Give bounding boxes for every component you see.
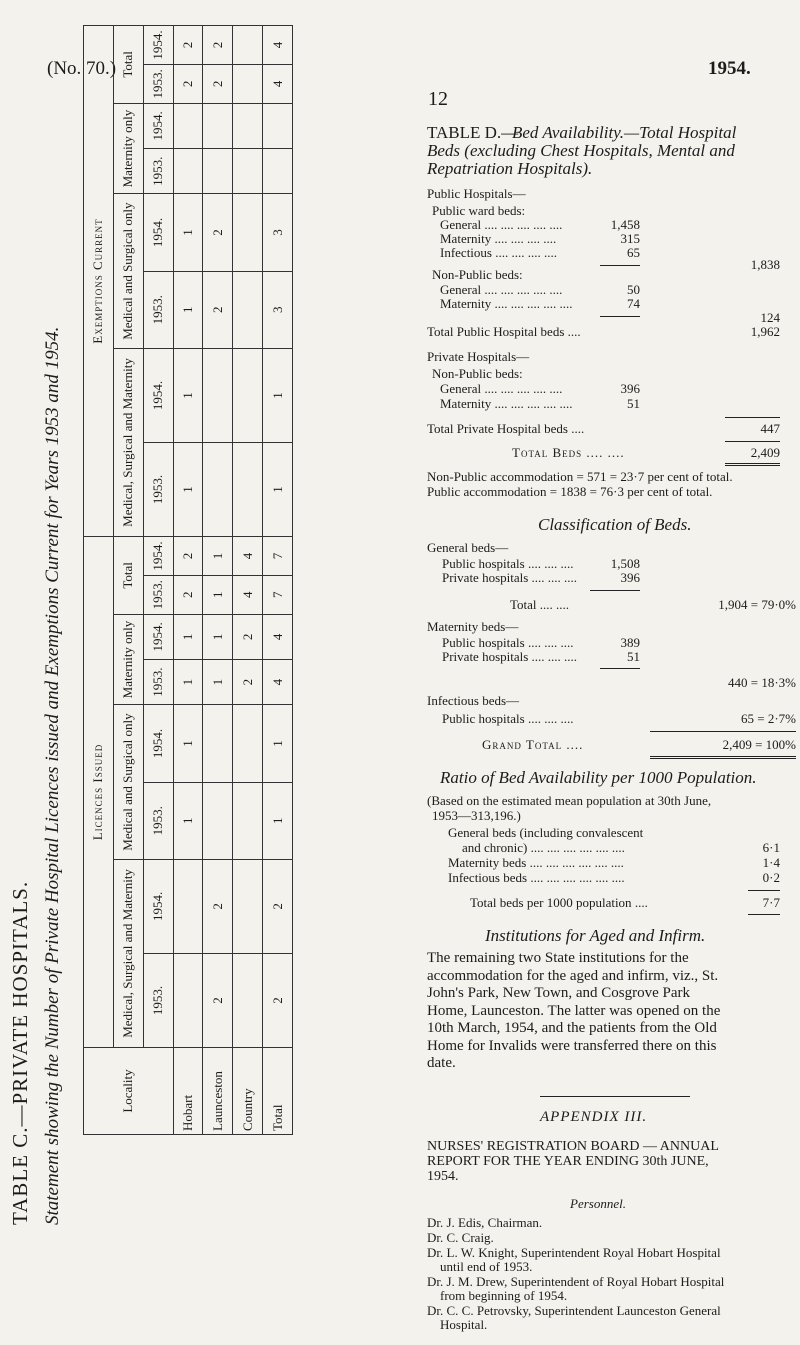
- appendix-title-1: NURSES' REGISTRATION BOARD — ANNUAL: [427, 1139, 719, 1154]
- page-number: 12: [428, 88, 448, 110]
- value-cell: [233, 149, 263, 194]
- value-cell: 1: [173, 614, 203, 659]
- year-1954: 1954.: [143, 614, 173, 659]
- table-row: [173, 26, 203, 1135]
- locality-cell: Country: [233, 1048, 263, 1135]
- ratio-heading: Ratio of Bed Availability per 1000 Population.: [440, 768, 757, 787]
- value-cell: [233, 64, 263, 103]
- value-cell: [203, 348, 233, 442]
- general-label: General .... .... .... .... ....: [440, 217, 563, 232]
- infectious-value: 65: [627, 245, 640, 260]
- personnel-1: Dr. J. Edis, Chairman.: [427, 1215, 543, 1230]
- value-cell: 1: [203, 575, 233, 614]
- personnel-3b: until end of 1953.: [440, 1259, 533, 1274]
- value-cell: 4: [233, 537, 263, 576]
- private-hospitals-label: Private Hospitals—: [427, 349, 530, 364]
- value-cell: 7: [263, 537, 293, 576]
- table-d-title-b: Bed Availability.—Total Hospital: [512, 123, 737, 142]
- ratio-infectious-value: 0·2: [762, 870, 780, 885]
- gen-private-label: Private hospitals .... .... ....: [442, 570, 578, 585]
- ratio-maternity-value: 1·4: [762, 855, 780, 870]
- mat-private-label: Private hospitals .... .... ....: [442, 649, 578, 664]
- year-1954: 1954.: [143, 705, 173, 782]
- total-beds-label: Total Beds .... ....: [512, 445, 625, 460]
- value-cell: 4: [263, 614, 293, 659]
- personnel-heading: Personnel.: [570, 1196, 626, 1211]
- table-c: [83, 25, 293, 1135]
- value-cell: 4: [233, 575, 263, 614]
- value-cell: [203, 705, 233, 782]
- year-1953: 1953.: [143, 149, 173, 194]
- value-cell: 1: [173, 660, 203, 705]
- public-hospitals-label: Public Hospitals—: [427, 186, 526, 201]
- year-1953: 1953.: [143, 575, 173, 614]
- non-public-beds-label: Non-Public beds:: [432, 267, 523, 282]
- li-total-header: Total: [113, 537, 143, 615]
- value-cell: 1: [263, 348, 293, 442]
- year-1953: 1953.: [143, 271, 173, 348]
- value-cell: [173, 953, 203, 1047]
- ec-total-header: Total: [113, 26, 143, 104]
- year-1954: 1954.: [143, 194, 173, 271]
- year-1954: 1954.: [143, 859, 173, 953]
- value-cell: [173, 859, 203, 953]
- non-public-note: Non-Public accommodation = 571 = 23·7 per cent of total.: [427, 469, 733, 484]
- li-m-header: Maternity only: [113, 614, 143, 705]
- institutions-body: The remaining two State institutions for the accommodation for the aged and infirm, viz., St. John's Park, New Town, and Cosgrove Park Home, Launceston. The latter was opened on the 10th March, 1954, and the patients from the Old Home for Invalids were transferred there on this date.: [427, 950, 721, 1071]
- total-private-value: 447: [760, 421, 780, 436]
- li-ms-header: Medical and Surgical only: [113, 705, 143, 860]
- ratio-general-value: 6·1: [762, 840, 780, 855]
- mat-total-value: 440 = 18·3%: [728, 675, 796, 690]
- infectious-label: Infectious .... .... .... ....: [440, 245, 557, 260]
- value-cell: [233, 103, 263, 148]
- value-cell: 2: [203, 64, 233, 103]
- np-maternity-value: 74: [627, 296, 640, 311]
- value-cell: 3: [263, 271, 293, 348]
- value-cell: 1: [263, 705, 293, 782]
- ratio-total-value: 7·7: [762, 895, 780, 910]
- year-1953: 1953.: [143, 64, 173, 103]
- value-cell: 1: [173, 271, 203, 348]
- value-cell: 4: [263, 64, 293, 103]
- inf-value: 65 = 2·7%: [741, 711, 796, 726]
- total-public-label: Total Public Hospital beds ....: [427, 324, 581, 339]
- year-1953: 1953.: [143, 953, 173, 1047]
- value-cell: 2: [203, 194, 233, 271]
- year-1953: 1953.: [143, 782, 173, 859]
- value-cell: [173, 103, 203, 148]
- value-cell: [233, 26, 263, 65]
- value-cell: 2: [203, 953, 233, 1047]
- value-cell: [233, 194, 263, 271]
- grand-total-value: 2,409 = 100%: [722, 737, 796, 752]
- exemptions-current-header: Exemptions Current: [84, 26, 114, 537]
- table-c-rotated: [8, 0, 338, 1245]
- value-cell: 2: [173, 575, 203, 614]
- ratio-total-label: Total beds per 1000 population ....: [470, 895, 648, 910]
- locality-cell: Total: [263, 1048, 293, 1135]
- table-d-title-a: TABLE D.—: [427, 123, 519, 142]
- year-1953: 1953.: [143, 660, 173, 705]
- table-c-subtitle: Statement showing the Number of Private Hospital Licences issued and Exemptions Current for Years 1953 and 1954.: [42, 326, 63, 1225]
- appendix-title-2: REPORT FOR THE YEAR ENDING 30th JUNE,: [427, 1154, 709, 1169]
- value-cell: 1: [203, 537, 233, 576]
- table-c-title: TABLE C.—PRIVATE HOSPITALS.: [8, 880, 32, 1225]
- mat-private-value: 51: [627, 649, 640, 664]
- value-cell: 1: [173, 348, 203, 442]
- value-cell: [263, 103, 293, 148]
- gen-total-label: Total .... ....: [510, 597, 570, 612]
- value-cell: 2: [263, 859, 293, 953]
- value-cell: [263, 149, 293, 194]
- ec-m-header: Maternity only: [113, 103, 143, 194]
- ratio-general-1: General beds (including convalescent: [448, 825, 644, 840]
- value-cell: 1: [173, 194, 203, 271]
- locality-cell: Hobart: [173, 1048, 203, 1135]
- personnel-3: Dr. L. W. Knight, Superintendent Royal Hobart Hospital: [427, 1245, 721, 1260]
- general-beds-label: General beds—: [427, 540, 509, 555]
- np-general-label: General .... .... .... .... ....: [440, 282, 563, 297]
- pr-maternity-label: Maternity .... .... .... .... ....: [440, 396, 573, 411]
- value-cell: 1: [203, 660, 233, 705]
- value-cell: [233, 705, 263, 782]
- year-1954: 1954.: [143, 348, 173, 442]
- value-cell: 2: [203, 859, 233, 953]
- ec-ms-header: Medical and Surgical only: [113, 194, 143, 349]
- value-cell: 3: [263, 194, 293, 271]
- value-cell: [203, 782, 233, 859]
- document-number: (No. 70.): [47, 58, 117, 79]
- table-row: [263, 26, 293, 1135]
- personnel-4b: from beginning of 1954.: [440, 1288, 568, 1303]
- appendix-title-3: 1954.: [427, 1169, 459, 1184]
- year-1954: 1954.: [143, 537, 173, 576]
- ratio-maternity-label: Maternity beds .... .... .... .... .... ....: [448, 855, 624, 870]
- value-cell: 1: [263, 442, 293, 536]
- year-1954: 1954.: [143, 26, 173, 65]
- subtotal-non-public: 124: [760, 310, 780, 325]
- locality-cell: Launceston: [203, 1048, 233, 1135]
- value-cell: [233, 442, 263, 536]
- value-cell: 1: [263, 782, 293, 859]
- li-msm-header: Medical, Surgical and Maternity: [113, 859, 143, 1047]
- total-private-label: Total Private Hospital beds ....: [427, 421, 585, 436]
- value-cell: 2: [173, 537, 203, 576]
- pr-maternity-value: 51: [627, 396, 640, 411]
- value-cell: 4: [263, 26, 293, 65]
- licences-issued-header: Licences Issued: [84, 537, 114, 1048]
- maternity-value: 315: [620, 231, 640, 246]
- year-1953: 1953.: [143, 442, 173, 536]
- value-cell: 2: [203, 271, 233, 348]
- year-header: 1954.: [708, 58, 751, 79]
- table-d-title-d: Repatriation Hospitals).: [427, 159, 593, 178]
- private-non-public-label: Non-Public beds:: [432, 366, 523, 381]
- general-value: 1,458: [610, 217, 640, 232]
- np-maternity-label: Maternity .... .... .... .... ....: [440, 296, 573, 311]
- value-cell: [233, 953, 263, 1047]
- pr-general-value: 396: [620, 381, 640, 396]
- table-d-title-c: Beds (excluding Chest Hospitals, Mental and: [427, 141, 735, 160]
- locality-header: Locality: [84, 1048, 174, 1135]
- ratio-infectious-label: Infectious beds .... .... .... .... .... ....: [448, 870, 625, 885]
- value-cell: 2: [173, 26, 203, 65]
- value-cell: 1: [173, 442, 203, 536]
- value-cell: 1: [173, 705, 203, 782]
- maternity-beds-label: Maternity beds—: [427, 619, 519, 634]
- grand-total-label: Grand Total ....: [482, 737, 584, 752]
- value-cell: [203, 149, 233, 194]
- value-cell: [203, 442, 233, 536]
- value-cell: 2: [233, 614, 263, 659]
- mat-public-value: 389: [620, 635, 640, 650]
- value-cell: 1: [173, 782, 203, 859]
- table-row: [203, 26, 233, 1135]
- mat-public-label: Public hospitals .... .... ....: [442, 635, 574, 650]
- value-cell: [233, 859, 263, 953]
- personnel-2: Dr. C. Craig.: [427, 1230, 494, 1245]
- value-cell: [233, 271, 263, 348]
- ratio-general-2: and chronic) .... .... .... .... .... ....: [462, 840, 625, 855]
- np-general-value: 50: [627, 282, 640, 297]
- table-row: [233, 26, 263, 1135]
- total-public-value: 1,962: [750, 324, 780, 339]
- ec-msm-header: Medical, Surgical and Maternity: [113, 348, 143, 536]
- year-1954: 1954.: [143, 103, 173, 148]
- value-cell: 2: [173, 64, 203, 103]
- pr-general-label: General .... .... .... .... ....: [440, 381, 563, 396]
- personnel-5b: Hospital.: [440, 1317, 488, 1332]
- value-cell: 2: [233, 660, 263, 705]
- gen-total-value: 1,904 = 79·0%: [718, 597, 796, 612]
- gen-private-value: 396: [620, 570, 640, 585]
- inf-public-label: Public hospitals .... .... ....: [442, 711, 574, 726]
- value-cell: 4: [263, 660, 293, 705]
- infectious-beds-label: Infectious beds—: [427, 693, 520, 708]
- gen-public-label: Public hospitals .... .... ....: [442, 556, 574, 571]
- maternity-label: Maternity .... .... .... ....: [440, 231, 557, 246]
- ratio-basis-2: 1953—313,196.): [432, 808, 521, 823]
- gen-public-value: 1,508: [610, 556, 640, 571]
- value-cell: 2: [263, 953, 293, 1047]
- value-cell: [203, 103, 233, 148]
- personnel-4: Dr. J. M. Drew, Superintendent of Royal Hobart Hospital: [427, 1274, 725, 1289]
- value-cell: 7: [263, 575, 293, 614]
- ratio-basis-1: (Based on the estimated mean population at 30th June,: [427, 793, 712, 808]
- value-cell: [173, 149, 203, 194]
- classification-heading: Classification of Beds.: [538, 515, 692, 534]
- institutions-heading: Institutions for Aged and Infirm.: [485, 926, 706, 945]
- public-note: Public accommodation = 1838 = 76·3 per cent of total.: [427, 484, 713, 499]
- value-cell: [233, 782, 263, 859]
- value-cell: [233, 348, 263, 442]
- subtotal-public-ward: 1,838: [750, 257, 780, 272]
- public-ward-beds-label: Public ward beds:: [432, 203, 526, 218]
- total-beds-value: 2,409: [750, 445, 780, 460]
- value-cell: 1: [203, 614, 233, 659]
- personnel-5: Dr. C. C. Petrovsky, Superintendent Launceston General: [427, 1303, 721, 1318]
- appendix-heading: APPENDIX III.: [540, 1109, 648, 1125]
- value-cell: 2: [203, 26, 233, 65]
